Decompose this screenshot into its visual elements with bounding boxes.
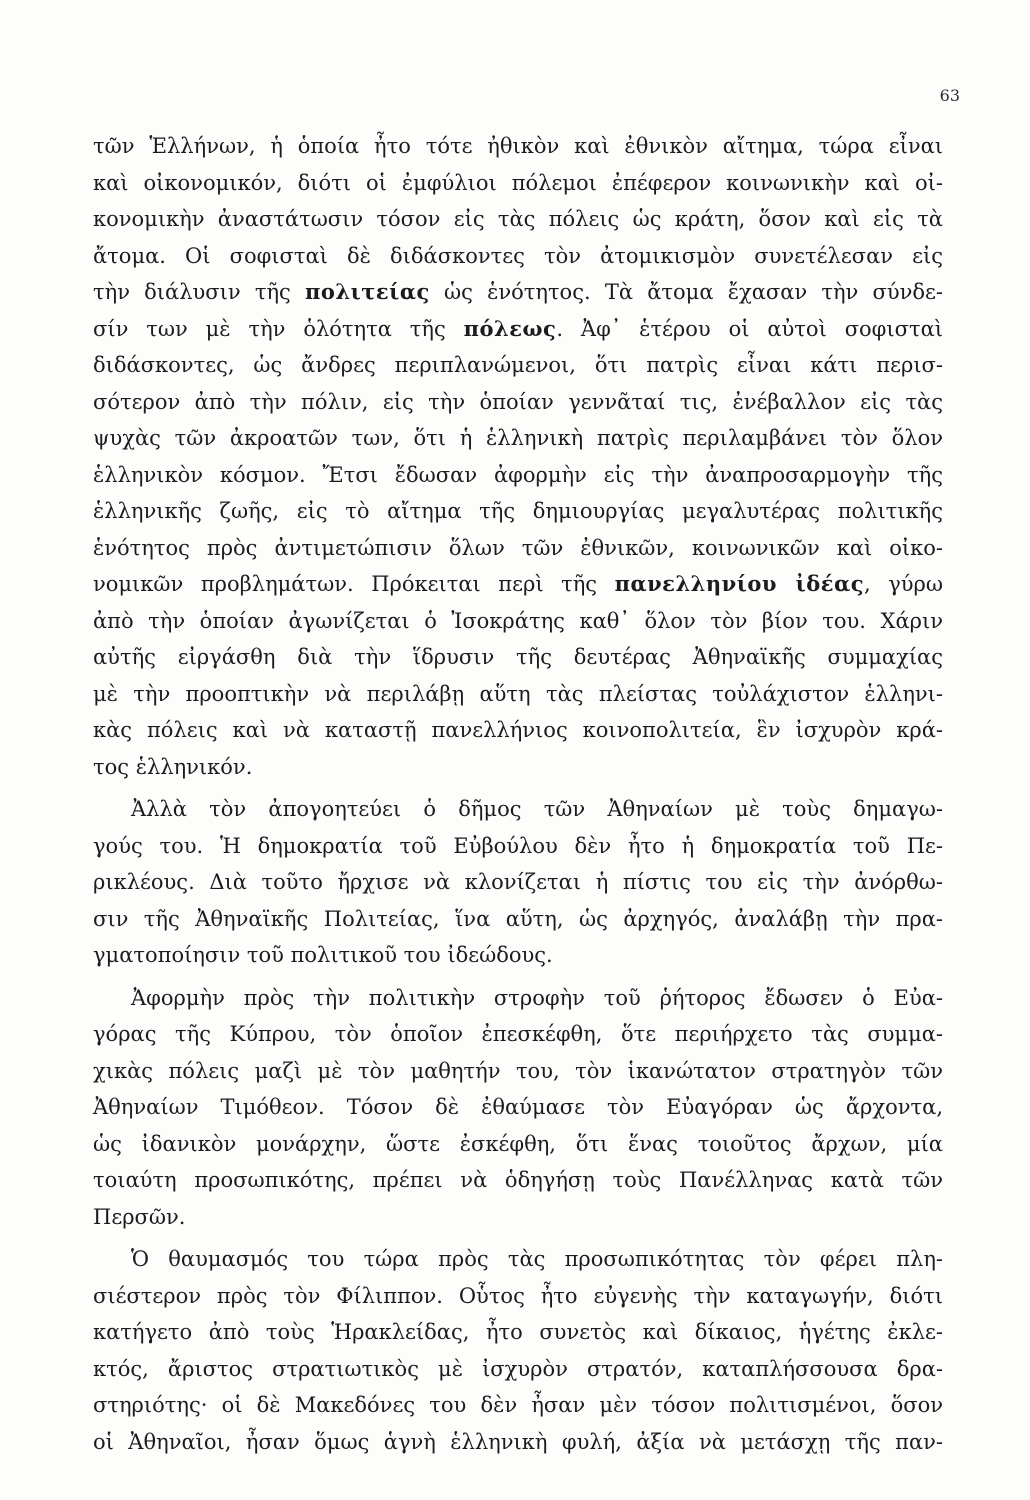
text-line: τος ἑλληνικόν. <box>93 754 253 779</box>
text-line: τῶν Ἑλλήνων, ἡ ὁποία ἦτο τότε ἠθικὸν καὶ ἐθνικὸν αἴτημα, τώρα εἶναι <box>93 134 943 158</box>
bold-term: πανελληνίου ἰδέας <box>614 571 865 596</box>
paragraph <box>93 980 943 1236</box>
text-line: αὐτῆς εἰργάσθη διὰ τὴν ἵδρυσιν τῆς δευτέρας Ἀθηναϊκῆς συμμαχίας <box>93 645 943 669</box>
text-line: γματοποίησιν τοῦ πολιτικοῦ του ἰδεώδους. <box>93 943 553 967</box>
text-line: στηριότης· οἱ δὲ Μακεδόνες του δὲν ἦσαν μὲν τόσον πολιτισμένοι, ὅσον <box>93 1393 943 1417</box>
text-line: γούς του. Ἡ δημοκρατία τοῦ Εὐβούλου δὲν ἦτο ἡ δημοκρατία τοῦ Πε- <box>93 833 943 858</box>
text-line <box>93 274 943 311</box>
text-segment: σίν των μὲ τὴν ὁλότητα τῆς <box>93 316 464 341</box>
text-line <box>93 311 943 348</box>
text-line: ἑλληνικῆς ζωῆς, εἰς τὸ αἴτημα τῆς δημιουργίας μεγαλυτέρας πολιτικῆς <box>93 499 943 523</box>
text-line <box>93 566 943 603</box>
text-line: κὰς πόλεις καὶ νὰ καταστῇ πανελλήνιος κοινοπολιτεία, ἓν ἰσχυρὸν κρά- <box>93 718 943 742</box>
body-text <box>93 128 943 1460</box>
text-line: ψυχὰς τῶν ἀκροατῶν των, ὅτι ἡ ἑλληνικὴ πατρὶς περιλαμβάνει τὸν ὅλον <box>93 426 943 450</box>
text-segment: τὴν διάλυσιν τῆς <box>93 280 305 304</box>
text-line: σιν τῆς Ἀθηναϊκῆς Πολιτείας, ἵνα αὕτη, ὡς ἀρχηγός, ἀναλάβῃ τὴν πρα- <box>93 906 943 931</box>
text-line: κονομικὴν ἀναστάτωσιν τόσον εἰς τὰς πόλεις ὡς κράτη, ὅσον καὶ εἰς τὰ <box>93 207 943 231</box>
paragraph <box>93 1241 943 1460</box>
text-segment: νομικῶν προβλημάτων. Πρόκειται περὶ τῆς <box>93 572 615 596</box>
text-line: ἄτομα. Οἱ σοφισταὶ δὲ διδάσκοντες τὸν ἀτομικισμὸν συνετέλεσαν εἰς <box>93 243 943 268</box>
text-line: Περσῶν. <box>93 1204 186 1229</box>
text-line: Ἀθηναίων Τιμόθεον. Τόσον δὲ ἐθαύμασε τὸν Εὐαγόραν ὡς ἄρχοντα, <box>93 1095 943 1119</box>
text-line: καὶ οἰκονομικόν, διότι οἱ ἐμφύλιοι πόλεμοι ἐπέφερον κοινωνικὴν καὶ οἰ- <box>93 170 943 195</box>
text-segment: ὡς ἑνότητος. Τὰ ἄτομα ἔχασαν τὴν σύνδε- <box>429 280 943 304</box>
text-line: χικὰς πόλεις μαζὶ μὲ τὸν μαθητήν του, τὸν ἱκανώτατον στρατηγὸν τῶν <box>93 1058 943 1083</box>
text-line: μὲ τὴν προοπτικὴν νὰ περιλάβῃ αὕτη τὰς πλείστας τοὐλάχιστον ἑλληνι- <box>93 681 943 706</box>
bold-term: πολιτείας <box>305 279 430 304</box>
text-segment: . Ἀφ᾽ ἑτέρου οἱ αὐτοὶ σοφισταὶ <box>556 316 943 341</box>
text-line: σότερον ἀπὸ τὴν πόλιν, εἰς τὴν ὁποίαν γεννᾶταί τις, ἐνέβαλλον εἰς τὰς <box>93 389 943 414</box>
text-line: Ὁ θαυμασμός του τώρα πρὸς τὰς προσωπικότητας τὸν φέρει πλη- <box>131 1247 943 1271</box>
text-line: σιέστερον πρὸς τὸν Φίλιππον. Οὗτος ἦτο εὐγενὴς τὴν καταγωγήν, διότι <box>93 1283 943 1308</box>
paragraph <box>93 128 943 785</box>
text-line: οἱ Ἀθηναῖοι, ἦσαν ὅμως ἁγνὴ ἑλληνικὴ φυλή, ἀξία νὰ μετάσχῃ τῆς παν- <box>93 1429 943 1454</box>
text-line: ἀπὸ τὴν ὁποίαν ἀγωνίζεται ὁ Ἰσοκράτης καθ᾽ ὅλον τὸν βίον του. Χάριν <box>93 608 943 633</box>
text-line: διδάσκοντες, ὡς ἄνδρες περιπλανώμενοι, ὅτι πατρὶς εἶναι κάτι περισ- <box>93 353 943 377</box>
text-line: τοιαύτη προσωπικότης, πρέπει νὰ ὁδηγήσῃ τοὺς Πανέλληνας κατὰ τῶν <box>93 1168 943 1192</box>
text-line: κατήγετο ἀπὸ τοὺς Ἡρακλείδας, ἦτο συνετὸς καὶ δίκαιος, ἡγέτης ἐκλε- <box>93 1320 943 1344</box>
text-line: ὡς ἰδανικὸν μονάρχην, ὥστε ἐσκέφθη, ὅτι ἕνας τοιοῦτος ἄρχων, μία <box>93 1131 943 1156</box>
paragraph <box>93 791 943 974</box>
text-segment: , γύρω <box>864 572 944 596</box>
bold-term: πόλεως <box>463 315 557 341</box>
text-line: Ἀλλὰ τὸν ἀπογοητεύει ὁ δῆμος τῶν Ἀθηναίων μὲ τοὺς δημαγω- <box>131 797 943 821</box>
text-line: γόρας τῆς Κύπρου, τὸν ὁποῖον ἐπεσκέφθη, ὅτε περιήρχετο τὰς συμμα- <box>93 1022 943 1046</box>
text-line: ἑλληνικὸν κόσμον. Ἔτσι ἔδωσαν ἀφορμὴν εἰς τὴν ἀναπροσαρμογὴν τῆς <box>93 462 943 487</box>
text-line: ρικλέους. Διὰ τοῦτο ἤρχισε νὰ κλονίζεται ἡ πίστις του εἰς τὴν ἀνόρθω- <box>93 870 943 894</box>
text-line: Ἀφορμὴν πρὸς τὴν πολιτικὴν στροφὴν τοῦ ῥήτορος ἔδωσεν ὁ Εὐα- <box>131 985 943 1010</box>
text-line: ἑνότητος πρὸς ἀντιμετώπισιν ὅλων τῶν ἐθνικῶν, κοινωνικῶν καὶ οἰκο- <box>93 535 943 560</box>
page-number: 63 <box>939 86 960 105</box>
text-line: κτός, ἄριστος στρατιωτικὸς μὲ ἰσχυρὸν στρατόν, καταπλήσσουσα δρα- <box>93 1356 943 1381</box>
